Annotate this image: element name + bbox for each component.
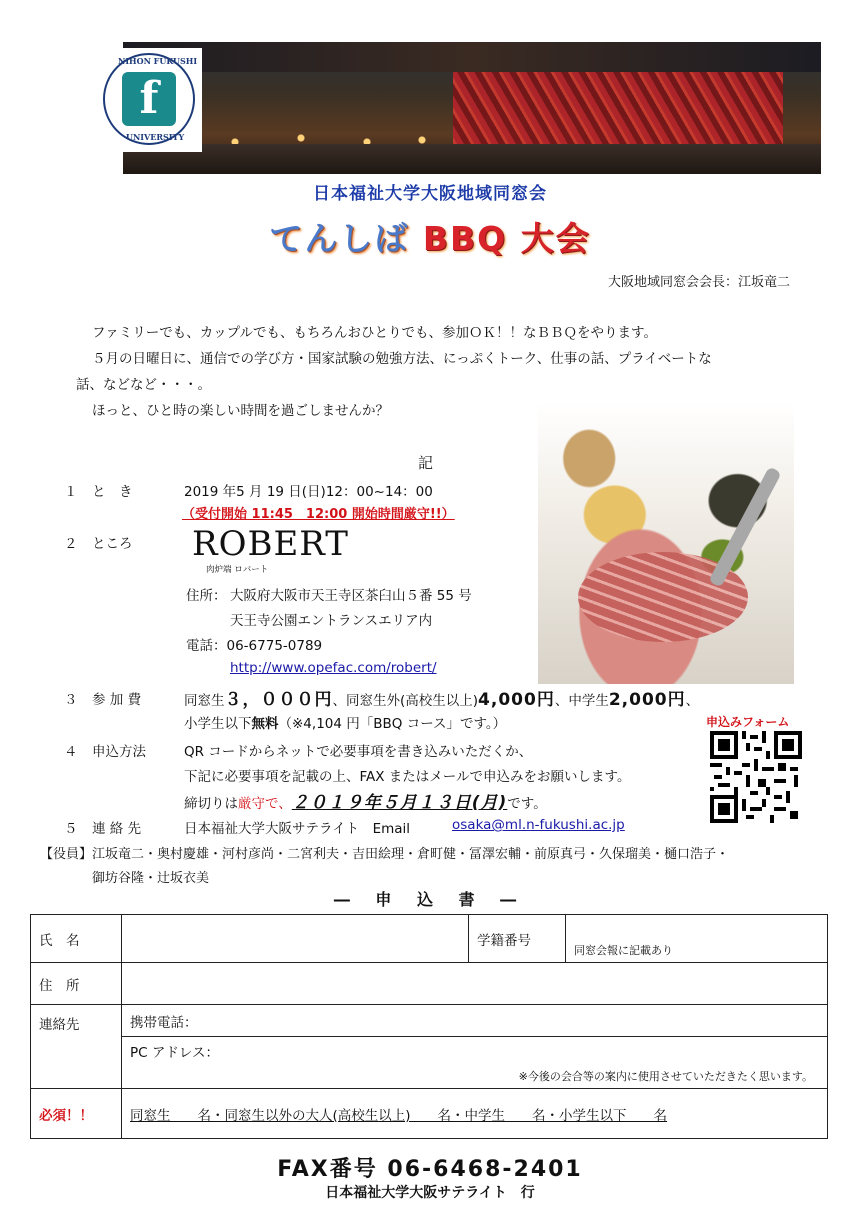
- fee-b-pre: 、同窓生外(高校生以上): [332, 693, 479, 709]
- mobile-field[interactable]: [122, 1005, 828, 1037]
- address-line-2: 天王寺公園エントランスエリア内: [230, 613, 433, 629]
- application-form-table: [30, 914, 828, 1139]
- mobile-label: 携帯電話：: [130, 1014, 198, 1031]
- recipient-line: 日本福祉大学大阪サテライト 行: [325, 1185, 535, 1201]
- officers-line-2: 御坊谷隆・辻坂衣美: [92, 871, 210, 886]
- fee-free: 無料: [251, 716, 279, 732]
- item-4-num: ４: [64, 744, 78, 760]
- pc-address-label: PC アドレス：: [130, 1045, 219, 1061]
- privacy-note: ※今後の会合等の案内に使用させていただきたく思います。: [518, 1070, 813, 1083]
- robert-logo: ROBERT: [192, 524, 349, 564]
- event-title-part2: BBQ 大会: [422, 219, 591, 258]
- name-label: 氏 名: [31, 915, 122, 963]
- address-form-label: 住 所: [31, 963, 122, 1005]
- item-2-label: ところ: [92, 536, 133, 552]
- item-3-label: 参 加 費: [92, 692, 142, 708]
- item-1-label: と き: [92, 484, 133, 500]
- venue-phone: 電話：06-6775-0789: [186, 638, 323, 654]
- org-title: 日本福祉大学大阪地域同窓会: [313, 184, 547, 204]
- deadline-line: [184, 788, 547, 813]
- fee-c-unit: 円: [667, 690, 686, 710]
- header-venue-photo: [123, 42, 821, 174]
- deadline-date: ２０１９年５月１３日(月): [291, 793, 508, 813]
- intro-line-4: ほっと、ひと時の楽しい時間を過ごしませんか？: [92, 403, 389, 419]
- event-title: [0, 213, 860, 260]
- fee-c-amount: 2,000: [608, 690, 668, 710]
- logo-text-top: NIHON FUKUSHI: [118, 56, 198, 66]
- event-datetime: 2019 年5 月 19 日(日)12：00~14：00: [184, 484, 433, 500]
- fee-line-1: [184, 685, 699, 710]
- reception-note: （受付開始 11:45 12:00 開始時間厳守!!）: [182, 507, 455, 522]
- fee-a-pre: 同窓生: [184, 693, 225, 709]
- item-5-num: ５: [64, 821, 78, 837]
- officers-line-1: 【役員】江坂竜二・奥村慶雄・河村彦尚・二宮利夫・吉田絵理・倉町健・冨澤宏輔・前原真弓・久保瑠美・樋口浩子・: [40, 847, 730, 862]
- address-field[interactable]: [122, 963, 828, 1005]
- deadline-post: です。: [507, 796, 547, 812]
- fee-note: （※4,104 円「BBQ コース」です。）: [278, 716, 507, 732]
- contact-email-link[interactable]: osaka@ml.n-fukushi.ac.jp: [452, 817, 625, 833]
- item-2-num: ２: [64, 536, 78, 552]
- event-title-part1: てんしば: [269, 219, 410, 258]
- pc-address-field[interactable]: [122, 1037, 828, 1089]
- logo-text-bottom: UNIVERSITY: [126, 132, 185, 142]
- address-line-1: 大阪府大阪市天王寺区茶臼山５番 55 号: [230, 588, 472, 604]
- apply-line-1: QR コードからネットで必要事項を書き込みいただくか、: [184, 744, 533, 760]
- fee-b-amount: 4,000: [478, 690, 537, 710]
- item-5-label: 連 絡 先: [92, 821, 142, 837]
- deadline-strict: 厳守で、: [238, 796, 292, 812]
- contact-org: 日本福祉大学大阪サテライト Email: [184, 821, 411, 837]
- fee-line-2: [184, 712, 506, 732]
- apply-line-2: 下記に必要事項を記載の上、FAX またはメールで申込みをお願いします。: [184, 769, 631, 785]
- address-label: 住所：: [186, 588, 227, 604]
- item-4-label: 申込方法: [92, 744, 146, 760]
- deadline-pre: 締切りは: [184, 796, 238, 812]
- bbq-food-photo: [538, 402, 794, 684]
- university-logo: [96, 48, 202, 152]
- item-1-num: １: [64, 484, 78, 500]
- intro-line-3: 話、などなど・・・。: [76, 377, 211, 393]
- item-3-num: ３: [64, 692, 78, 708]
- application-form-label: 申込みフォーム: [706, 715, 790, 729]
- intro-line-2: ５月の日曜日に、通信での学び方・国家試験の勉強方法、にっぷくトーク、仕事の話、プライベートな: [92, 351, 712, 367]
- required-label: 必須！！: [31, 1089, 122, 1139]
- student-no-note: 同窓会報に記載あり: [574, 944, 673, 957]
- qr-code-icon[interactable]: [710, 731, 802, 823]
- fee-c-pre: 、中学生: [554, 693, 609, 709]
- fee-a-amount: ３，０００: [224, 690, 315, 710]
- chairman-line: 大阪地域同窓会会長：江坂竜二: [607, 275, 790, 290]
- student-no-label: 学籍番号: [469, 915, 566, 963]
- ki-heading: 記: [418, 454, 434, 472]
- fee-b-unit: 円: [536, 690, 555, 710]
- robert-logo-sub: 肉炉端 ロバート: [206, 565, 269, 575]
- application-form-heading: ― 申 込 書 ―: [333, 890, 527, 909]
- fee-a-unit: 円: [314, 690, 333, 710]
- fee-c-post: 、: [685, 693, 700, 709]
- venue-url-link[interactable]: http://www.opefac.com/robert/: [230, 660, 437, 676]
- fee-d-pre: 小学生以下: [184, 716, 252, 732]
- intro-line-1: ファミリーでも、カップルでも、もちろんおひとりでも、参加ＯＫ！！なＢＢＱをやります。: [92, 325, 657, 341]
- fax-number: FAX番号 06-6468-2401: [277, 1157, 583, 1182]
- student-no-field[interactable]: [566, 915, 828, 963]
- name-field[interactable]: [122, 915, 469, 963]
- attendee-count-field[interactable]: 同窓生 名・同窓生以外の大人(高校生以上) 名・中学生 名・小学生以下 名: [122, 1089, 828, 1139]
- contact-form-label: 連絡先: [31, 1005, 122, 1089]
- logo-mark: f: [122, 72, 176, 126]
